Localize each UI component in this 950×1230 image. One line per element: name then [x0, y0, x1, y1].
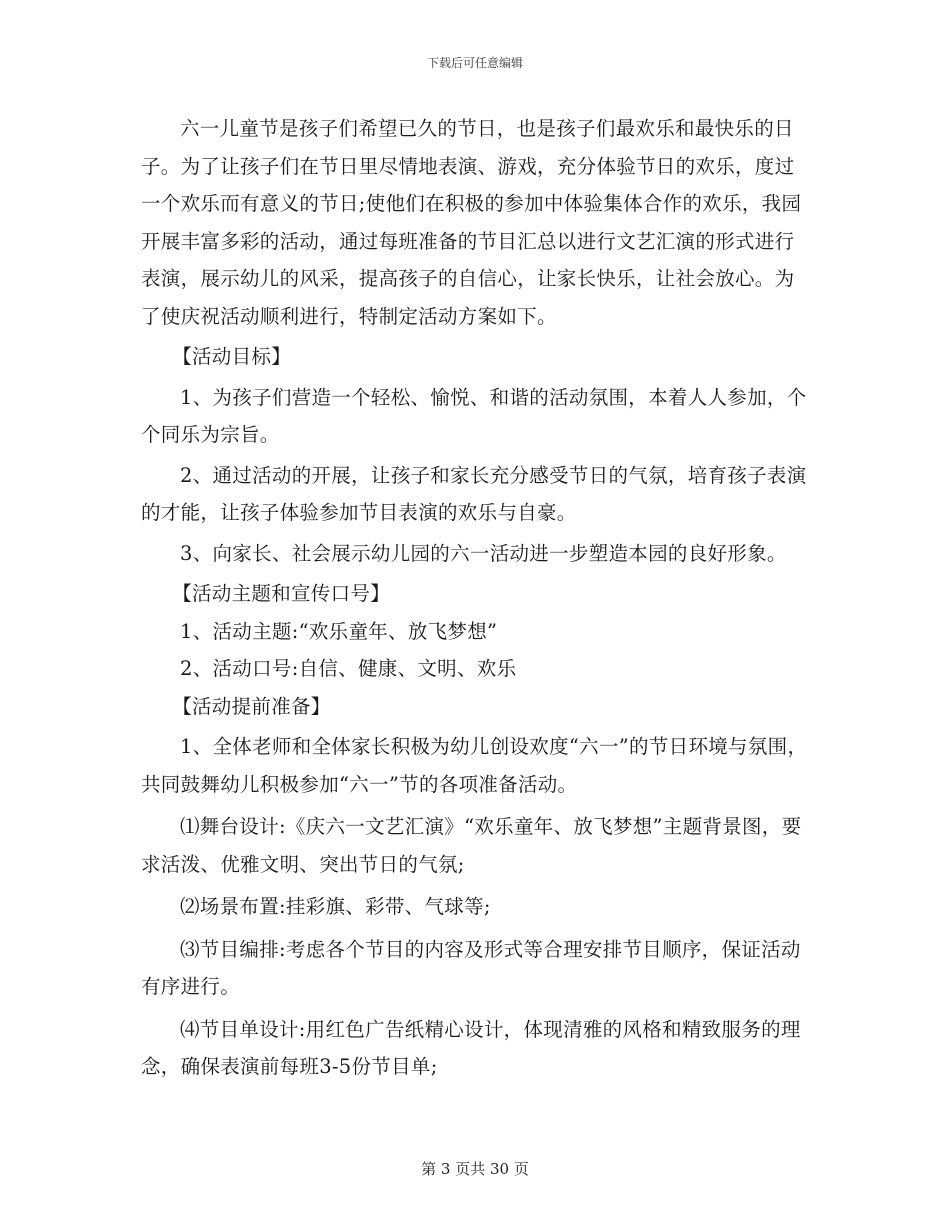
- preparation-item-1: 1、全体老师和全体家长积极为幼儿创设欢度“六一”的节日环境与氛围，共同鼓舞幼儿积极参加“六一”节的各项准备活动。: [141, 735, 808, 796]
- goal-item-2: 2、通过活动的开展，让孩子和家长充分感受节日的气氛，培育孩子表演的才能，让孩子体验参加节目表演的欢乐与自豪。: [141, 463, 807, 524]
- preparation-subitem-programme-sheet: ⑷节目单设计:用红色广告纸精心设计，体现清雅的风格和精致服务的理念，确保表演前每班3-5份节目单;: [141, 1017, 801, 1078]
- intro-paragraph: 六一儿童节是孩子们希望已久的节日，也是孩子们最欢乐和最快乐的日子。为了让孩子们在节日里尽情地表演、游戏，充分体验节日的欢乐，度过一个欢乐而有意义的节日;使他们在积极的参加中体验集体合作的欢乐，我园开展丰富多彩的活动，通过每班准备的节目汇总以进行文艺汇演的形式进行表演，展示幼儿的风采，提高孩子的自信心，让家长快乐，让社会放心。为了使庆祝活动顺利进行，特制定活动方案如下。: [141, 117, 802, 328]
- theme-item-2: 2、活动口号:自信、健康、文明、欢乐: [180, 657, 517, 680]
- section-heading-goals: 【活动目标】: [172, 345, 291, 368]
- section-heading-preparation: 【活动提前准备】: [172, 694, 331, 718]
- page-header: 下载后可任意编辑: [426, 56, 523, 70]
- goal-item-3: 3、向家长、社会展示幼儿园的六一活动进一步塑造本园的良好形象。: [180, 541, 787, 565]
- section-heading-theme: 【活动主题和宣传口号】: [172, 582, 390, 605]
- preparation-subitem-program: ⑶节目编排:考虑各个节目的内容及形式等合理安排节目顺序，保证活动有序进行。: [141, 937, 801, 998]
- theme-item-1: 1、活动主题:“欢乐童年、放飞梦想”: [180, 619, 498, 643]
- goal-item-1: 1、为孩子们营造一个轻松、愉悦、和谐的活动氛围，本着人人参加，个个同乐为宗旨。: [141, 385, 807, 446]
- preparation-subitem-stage: ⑴舞台设计:《庆六一文艺汇演》“欢乐童年、放飞梦想”主题背景图，要求活泼、优雅文明、突出节日的气氛;: [141, 815, 802, 876]
- document-body: [141, 110, 811, 1086]
- page-footer: 第 3 页共 30 页: [421, 1160, 529, 1178]
- preparation-subitem-scene: ⑵场景布置:挂彩旗、彩带、气球等;: [180, 895, 491, 918]
